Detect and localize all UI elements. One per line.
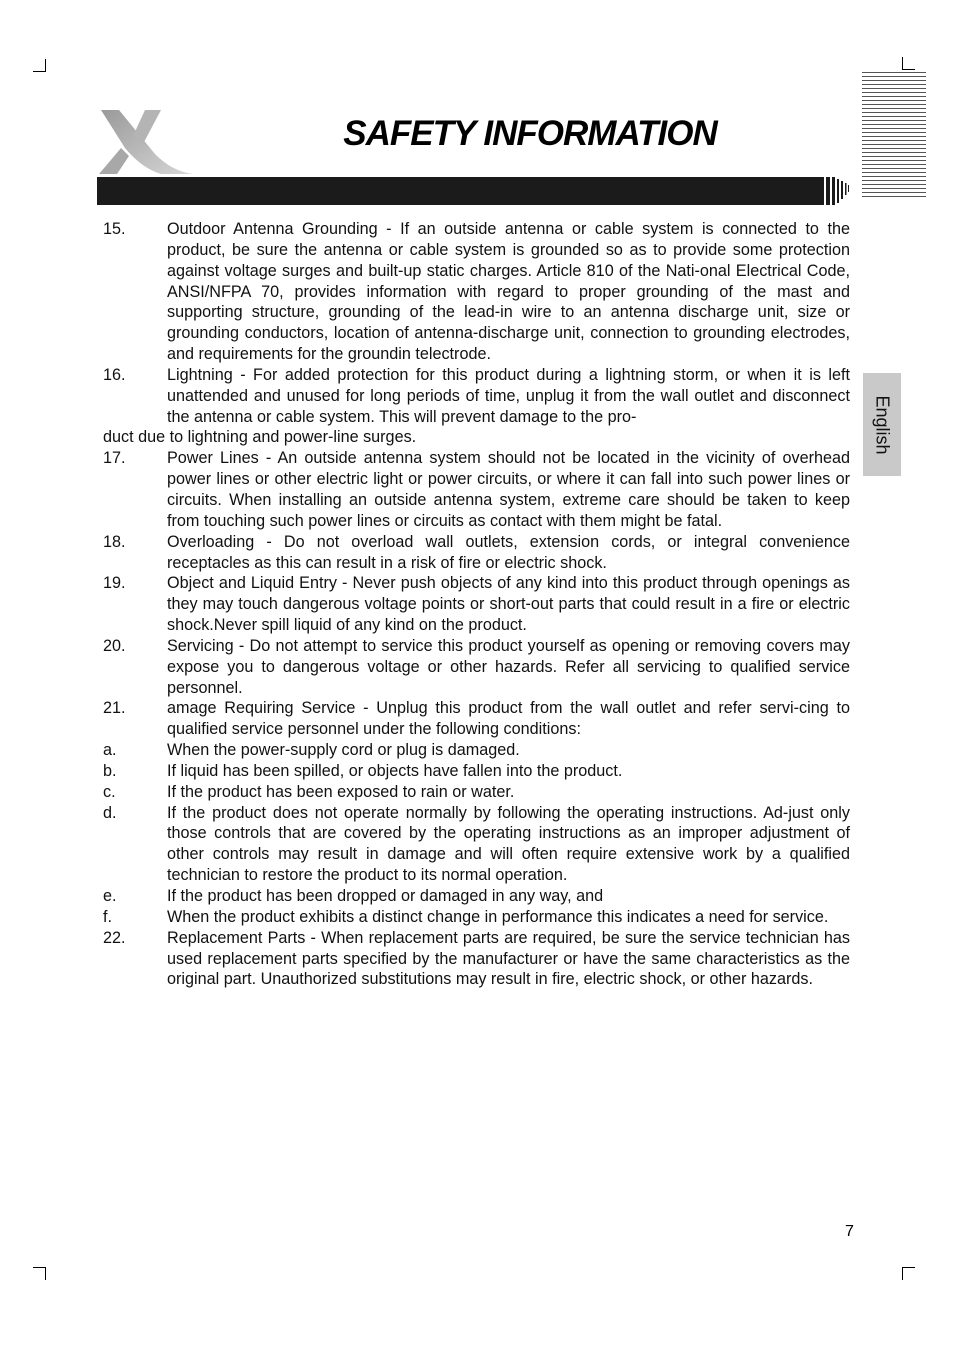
item-number: 15. <box>103 220 126 238</box>
title-bar <box>97 177 849 205</box>
list-item-16 <box>103 365 850 428</box>
list-item-22 <box>103 928 850 991</box>
list-item-21 <box>103 698 850 740</box>
item-number: 21. <box>103 699 126 718</box>
language-tab-label: English <box>872 394 893 455</box>
list-item-20 <box>103 636 850 699</box>
item-number: 17. <box>103 449 126 468</box>
item-text: When the power-supply cord or plug is damaged. <box>167 741 520 760</box>
list-item-17 <box>103 448 850 531</box>
item-letter: b. <box>103 761 117 780</box>
item-text: When the product exhibits a distinct change in performance this indicates a need for service. <box>167 907 829 926</box>
item-text: Outdoor Antenna Grounding - If an outside antenna or cable system is connected to the product, be sure the antenna or cable system is grounded so as to provide some protection against voltage surges and built-up static charges. Article 810 of the Nati-onal Electrical Code, ANSI/NFPA 70, provides information with regard to proper grounding of the mast and supporting structure, grounding of the lead-in wire to an antenna discharge unit, size or grounding conductors, location of antenna-discharge unit, connection to grounding electrodes, and requirements for the groundin telectrode. <box>167 220 850 364</box>
item-letter: d. <box>103 803 117 822</box>
crop-mark-bottom-right <box>902 1267 915 1280</box>
item-text: If the product has been dropped or damaged in any way, and <box>167 887 604 905</box>
item-text: If the product does not operate normally by following the operating instructions. Ad-just only those controls that are covered by the operating instructions as an improper adjustment of other controls may result in damage and will often require extensive work by a qualified technician to restore the product to its normal operation. <box>167 803 850 885</box>
item-number: 18. <box>103 532 126 551</box>
crop-mark-top-right <box>902 57 915 70</box>
crop-mark-top-left <box>33 59 46 72</box>
item-text: If liquid has been spilled, or objects have fallen into the product. <box>167 761 623 780</box>
list-item-18 <box>103 532 850 574</box>
list-item-19 <box>103 573 850 636</box>
item-number: 16. <box>103 365 126 384</box>
item-text: Servicing - Do not attempt to service this product yourself as opening or removing covers may expose you to dangerous voltage or other hazards. Refer all servicing to qualified service personnel. <box>167 636 850 697</box>
safety-list <box>103 219 850 990</box>
list-item-b <box>103 761 850 782</box>
list-item-15 <box>103 219 850 365</box>
page-title: SAFETY INFORMATION <box>343 114 717 153</box>
item-letter: f. <box>103 907 112 926</box>
item-letter: c. <box>103 782 116 801</box>
list-item-16-continuation <box>103 427 850 448</box>
x-brand-logo-icon <box>95 108 195 176</box>
item-text: Lightning - For added protection for this product during a lightning storm, or when it is left unattended and unused for long periods of time, unplug it from the wall outlet and disconnect the antenna or cable system. This will prevent damage to the pro- <box>167 365 850 426</box>
crop-mark-bottom-left <box>33 1267 46 1280</box>
item-text: amage Requiring Service - Unplug this product from the wall outlet and refer servi-cing to qualified service personnel under the following conditions: <box>167 699 850 739</box>
list-item-f <box>103 907 850 928</box>
halftone-dots-decoration <box>816 177 852 205</box>
list-item-d <box>103 803 850 886</box>
item-text: Object and Liquid Entry - Never push objects of any kind into this product through openings as they may touch dangerous voltage points or short-out parts that could result in a fire or electric shock.Never spill liquid of any kind on the product. <box>167 574 850 635</box>
item-letter: e. <box>103 887 117 905</box>
item-text: Power Lines - An outside antenna system should not be located in the vicinity of overhead power lines or other electric light or power circuits, or where it can fall into such power lines or circuits. When installing an outside antenna system, extreme care should be taken to keep from touching such power lines or circuits as contact with them might be fatal. <box>167 449 850 530</box>
item-letter: a. <box>103 741 117 760</box>
item-number: 19. <box>103 574 126 593</box>
page-number: 7 <box>845 1223 854 1240</box>
language-tab <box>863 373 901 476</box>
item-text: Overloading - Do not overload wall outlets, extension cords, or integral convenience receptacles as this can result in a risk of fire or electric shock. <box>167 532 850 572</box>
item-number: 20. <box>103 636 126 655</box>
list-item-a <box>103 740 850 761</box>
item-number: 22. <box>103 928 126 947</box>
item-text: Replacement Parts - When replacement parts are required, be sure the service technician has used replacement parts specified by the manufacturer or have the same characteristics as the original part. Unauthorized substitutions may result in fire, electric shock, or other hazards. <box>167 928 850 989</box>
item-text: duct due to lightning and power-line surges. <box>103 428 417 447</box>
list-item-c <box>103 782 850 803</box>
side-stripes-decoration <box>862 72 926 200</box>
list-item-e <box>103 886 850 907</box>
item-text: If the product has been exposed to rain or water. <box>167 782 515 801</box>
